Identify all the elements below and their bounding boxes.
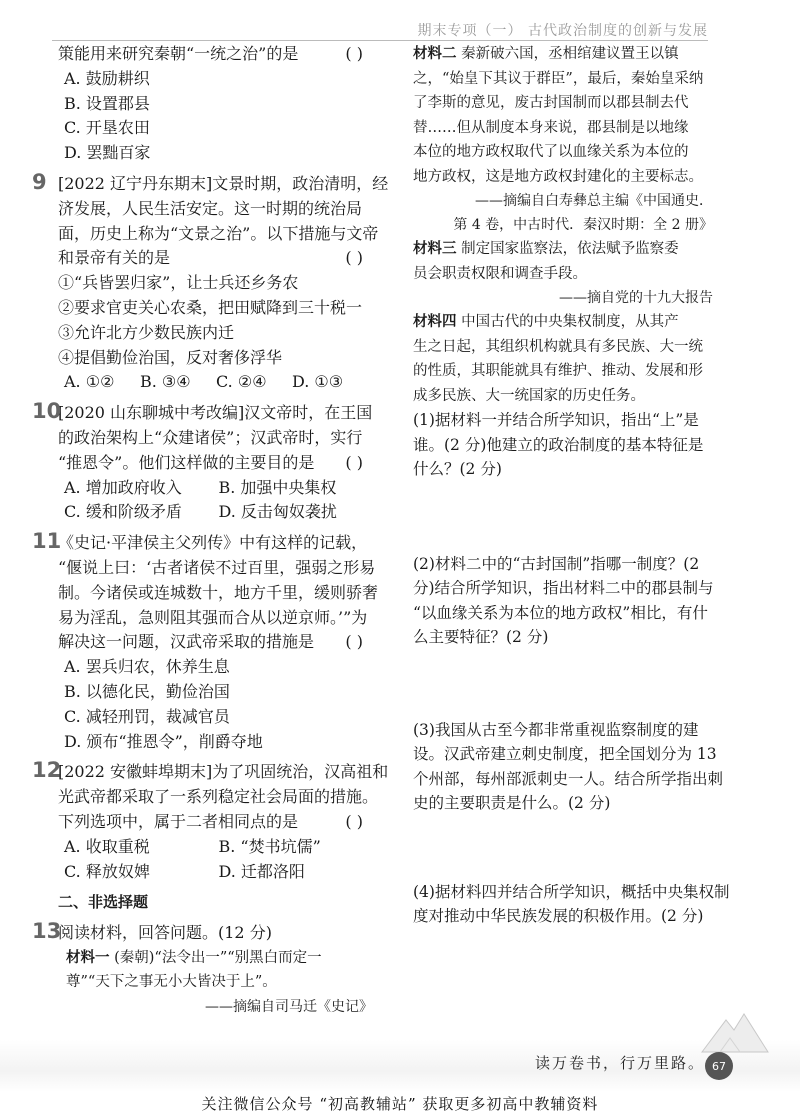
- material-text-line: 替……但从制度本身来说，郡县制是以地缘: [413, 119, 689, 136]
- question-stem-line: 易为淫乱，急则阻其强而合从以逆京师。’”为: [58, 607, 368, 627]
- material-label: 材料二: [413, 46, 457, 62]
- option-c: C. 缓和阶级矛盾: [64, 502, 182, 522]
- statement-item: ②要求官吏关心农桑，把田赋降到三十税一: [58, 297, 363, 317]
- material-text-line: 尊”“天下之事无小大皆决于上”。: [66, 974, 277, 991]
- subquestion-1-line: 谁。(2 分)他建立的政治制度的基本特征是: [413, 435, 704, 454]
- option-b: B. “焚书坑儒”: [218, 836, 321, 856]
- material-label: 材料四: [413, 314, 457, 330]
- option-b: B. 以德化民，勤俭治国: [64, 681, 230, 701]
- material-label: 材料一: [66, 949, 110, 966]
- option-a: A. 罢兵归农，休养生息: [64, 657, 230, 677]
- answer-space[interactable]: [413, 650, 713, 718]
- material-source: 第 4 卷，中古时代．秦汉时期：全 2 册》: [453, 217, 713, 233]
- option-c: C. 减轻刑罚，裁减官员: [64, 706, 230, 726]
- option-d: D. ①③: [292, 372, 344, 392]
- option-a: A. 增加政府收入: [64, 477, 182, 497]
- material-text-line: 生之日起，其组织机构就具有多民族、大一统: [413, 338, 703, 355]
- material-text-line: 的性质，其职能就具有维护、推动、发展和形: [413, 363, 703, 379]
- material-source: ——摘编自白寿彝总主编《中国通史．: [475, 193, 713, 209]
- question-stem-line: [2022 辽宁丹东期末]文景时期，政治清明，经: [58, 173, 389, 193]
- option-b: B. 设置郡县: [64, 93, 150, 113]
- question-stem-line: 下列选项中，属于二者相同点的是: [58, 811, 299, 831]
- header-rule: [52, 40, 708, 41]
- option-a: A. 收取重税: [64, 836, 150, 856]
- footer-motto: 读万卷书，行万里路。: [535, 1054, 706, 1072]
- option-c: C. 开垦农田: [64, 118, 150, 138]
- question-stem-line: 阅读材料，回答问题。(12 分): [58, 923, 272, 943]
- statement-item: ①“兵皆罢归家”，让士兵还乡务农: [58, 273, 299, 293]
- question-number: 12: [32, 758, 62, 783]
- question-stem-line: “推恩令”。他们这样做的主要目的是: [58, 452, 315, 472]
- material-text-line: 中国古代的中央集权制度，从其产: [456, 314, 679, 330]
- option-c: C. ②④: [216, 372, 267, 392]
- answer-paren: ( ): [345, 44, 363, 63]
- question-stem-line: “偃说上曰：‘古者诸侯不过百里，强弱之形易: [58, 557, 376, 577]
- options-row: [58, 370, 373, 395]
- option-a: A. ①②: [64, 372, 115, 392]
- footer-note: 关注微信公众号 “初高教辅站” 获取更多初高中教辅资料: [201, 1095, 599, 1113]
- answer-paren: ( ): [345, 811, 363, 831]
- question-number: 9: [32, 169, 47, 194]
- material-source: ——摘编自司马迁《史记》: [205, 998, 373, 1015]
- subquestion-1-line: (1)据材料一并结合所学知识，指出“上”是: [413, 411, 699, 429]
- answer-space[interactable]: [413, 816, 713, 880]
- question-stem-line: 济发展，人民生活安定。这一时期的统治局: [58, 198, 363, 218]
- question-stem-line: 光武帝都采取了一系列稳定社会局面的措施。: [58, 787, 379, 807]
- left-column: [32, 42, 389, 1019]
- right-column: [413, 42, 730, 993]
- mountain-icon: [700, 1010, 770, 1054]
- question-stem-line: 面，历史上称为“文景之治”。以下措施与文帝: [58, 223, 379, 243]
- subquestion-4-line: (4)据材料四并结合所学知识，概括中央集权制: [413, 882, 730, 901]
- question-stem-line: [2022 安徽蚌埠期末]为了巩固统治，汉高祖和: [58, 762, 389, 782]
- page-header-title: 期末专项（一） 古代政治制度的创新与发展: [417, 23, 708, 39]
- subquestion-3-line: 个州部，每州部派刺史一人。结合所学指出刺: [413, 769, 724, 788]
- question-stem-line: 解决这一问题，汉武帝采取的措施是: [58, 632, 315, 652]
- answer-paren: ( ): [345, 632, 363, 652]
- section-heading: 二、非选择题: [58, 893, 149, 912]
- question-8-tail: [58, 42, 373, 166]
- subquestion-2-line: 么主要特征？(2 分): [413, 628, 549, 646]
- options-row: [58, 476, 373, 501]
- subquestion-3-line: (3)我国从古至今都非常重视监察制度的建: [413, 720, 699, 739]
- question-stem-line: 策能用来研究秦朝“一统之治”的是: [58, 44, 299, 63]
- question-stem-line: 《史记·平津侯主父列传》中有这样的记载，: [58, 533, 368, 553]
- subquestion-3-line: 设。汉武帝建立刺史制度，把全国划分为 13: [413, 745, 717, 763]
- option-b: B. 加强中央集权: [218, 477, 337, 497]
- statement-item: ③允许北方少数民族内迁: [58, 322, 235, 342]
- option-b: B. ③④: [140, 372, 191, 392]
- question-number: 11: [32, 529, 62, 554]
- subquestion-2-line: 分)结合所学知识，指出材料二中的郡县制与: [413, 579, 714, 597]
- question-number: 10: [32, 399, 62, 424]
- question-12: [32, 758, 389, 884]
- question-stem-line: 的政治架构上“众建诸侯”；汉武帝时，实行: [58, 427, 363, 447]
- answer-paren: ( ): [345, 452, 363, 472]
- material-text-line: 了李斯的意见，废古封国制而以郡县制去代: [413, 95, 689, 111]
- option-d: D. 颁布“推恩令”，削爵夺地: [64, 731, 263, 751]
- subquestion-2-line: (2)材料二中的“古封国制”指哪一制度？(2: [413, 554, 700, 573]
- material-text-line: 制定国家监察法，依法赋予监察委: [456, 241, 679, 257]
- page-number: 67: [705, 1052, 733, 1080]
- material-label: 材料三: [413, 241, 457, 257]
- option-d: D. 反击匈奴袭扰: [218, 502, 337, 522]
- material-text-line: (秦朝)“法令出一”“别黑白而定一: [109, 949, 322, 966]
- subquestion-3-line: 史的主要职责是什么。(2 分): [413, 794, 611, 812]
- question-11: [32, 529, 379, 754]
- question-13: [32, 919, 373, 1019]
- options-row: [58, 835, 373, 860]
- question-9: [32, 169, 389, 395]
- question-10: [32, 399, 373, 525]
- question-stem-line: [2020 山东聊城中考改编]汉文帝时，在王国: [58, 403, 373, 423]
- subquestion-2-line: “以血缘关系为本位的地方政权”相比，有什: [413, 603, 708, 622]
- material-text-line: 员会职责权限和调查手段。: [413, 265, 587, 282]
- option-d: D. 迁都洛阳: [218, 861, 305, 881]
- question-stem-line: 制。今诸侯或连城数十，地方千里，缓则骄奢: [58, 582, 379, 602]
- material-text-line: 成多民族、大一统国家的历史任务。: [413, 387, 645, 404]
- material-text-line: 之，“始皇下其议于群臣”，最后，秦始皇采纳: [413, 70, 704, 87]
- options-row: [58, 860, 373, 885]
- material-text-line: 本位的地方政权取代了以血缘关系为本位的: [413, 144, 689, 160]
- answer-space[interactable]: [413, 929, 713, 993]
- material-text-line: 地方政权，这是地方政权封建化的主要标志。: [413, 168, 703, 185]
- material-source: ——摘自党的十九大报告: [559, 290, 713, 306]
- question-number: 13: [32, 919, 62, 944]
- option-a: A. 鼓励耕织: [64, 68, 150, 88]
- answer-paren: ( ): [345, 248, 363, 268]
- options-row: [58, 500, 373, 525]
- subquestion-1-line: 什么？(2 分): [413, 460, 502, 478]
- option-c: C. 释放奴婢: [64, 861, 150, 881]
- material-text-line: 秦新破六国，丞相绾建议置王以镇: [456, 46, 679, 62]
- option-d: D. 罢黜百家: [64, 143, 151, 163]
- subquestion-4-line: 度对推动中华民族发展的积极作用。(2 分): [413, 907, 704, 925]
- answer-space[interactable]: [413, 482, 713, 552]
- statement-item: ④提倡勤俭治国，反对奢侈浮华: [58, 347, 283, 367]
- question-stem-line: 和景帝有关的是: [58, 248, 171, 268]
